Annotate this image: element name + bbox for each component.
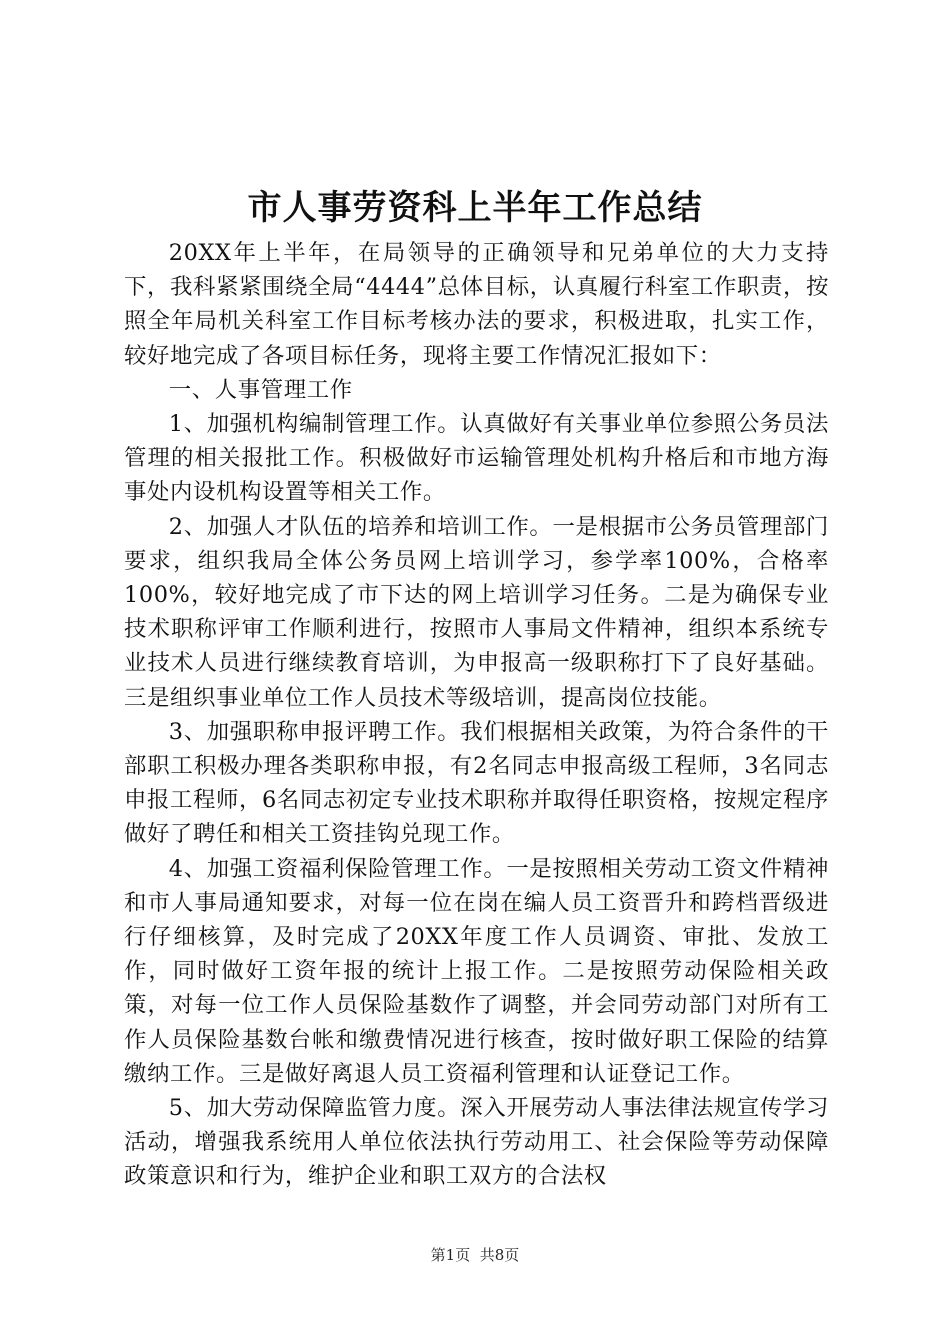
- paragraph-item-3: 3、加强职称申报评聘工作。我们根据相关政策，为符合条件的干部职工积极办理各类职称申报，有2名同志申报高级工程师，3名同志申报工程师，6名同志初定专业技术职称并取得任职资格，按规定程序做好了聘任和相关工资挂钩兑现工作。: [124, 718, 829, 848]
- document-title: 市人事劳资科上半年工作总结: [247, 188, 703, 228]
- paragraph-item-5: 5、加大劳动保障监管力度。深入开展劳动人事法律法规宣传学习活动，增强我系统用人单位依法执行劳动用工、社会保险等劳动保障政策意识和行为，维护企业和职工双方的合法权: [124, 1095, 829, 1190]
- section-heading-personnel: 一、人事管理工作: [168, 376, 353, 403]
- paragraph-item-4: 4、加强工资福利保险管理工作。一是按照相关劳动工资文件精神和市人事局通知要求，对每一位在岗在编人员工资晋升和跨档晋级进行仔细核算，及时完成了20XX年度工作人员调资、审批、发放工作，同时做好工资年报的统计上报工作。二是按照劳动保险相关政策，对每一位工作人员保险基数作了调整，并会同劳动部门对所有工作人员保险基数台帐和缴费情况进行核查，按时做好职工保险的结算缴纳工作。三是做好离退人员工资福利管理和认证登记工作。: [124, 855, 829, 1087]
- page-footer: [0, 1244, 950, 1266]
- page-number-current: 第1页: [430, 1246, 471, 1264]
- footer-separator: [470, 1246, 480, 1264]
- paragraph-item-1: 1、加强机构编制管理工作。认真做好有关事业单位参照公务员法管理的相关报批工作。积极做好市运输管理处机构升格后和市地方海事处内设机构设置等相关工作。: [124, 411, 829, 506]
- paragraph-intro: 20XX年上半年，在局领导的正确领导和兄弟单位的大力支持下，我科紧紧围绕全局“4444”总体目标，认真履行科室工作职责，按照全年局机关科室工作目标考核办法的要求，积极进取，扎实工作，较好地完成了各项目标任务，现将主要工作情况汇报如下：: [124, 240, 829, 369]
- paragraph-item-2: 2、加强人才队伍的培养和培训工作。一是根据市公务员管理部门要求，组织我局全体公务员网上培训学习，参学率100%，合格率100%，较好地完成了市下达的网上培训学习任务。二是为确保专业技术职称评审工作顺利进行，按照市人事局文件精神，组织本系统专业技术人员进行继续教育培训，为申报高一级职称打下了良好基础。三是组织事业单位工作人员技术等级培训，提高岗位技能。: [124, 513, 829, 711]
- document-body: [124, 236, 829, 1194]
- page-number-total: 共8页: [479, 1246, 520, 1264]
